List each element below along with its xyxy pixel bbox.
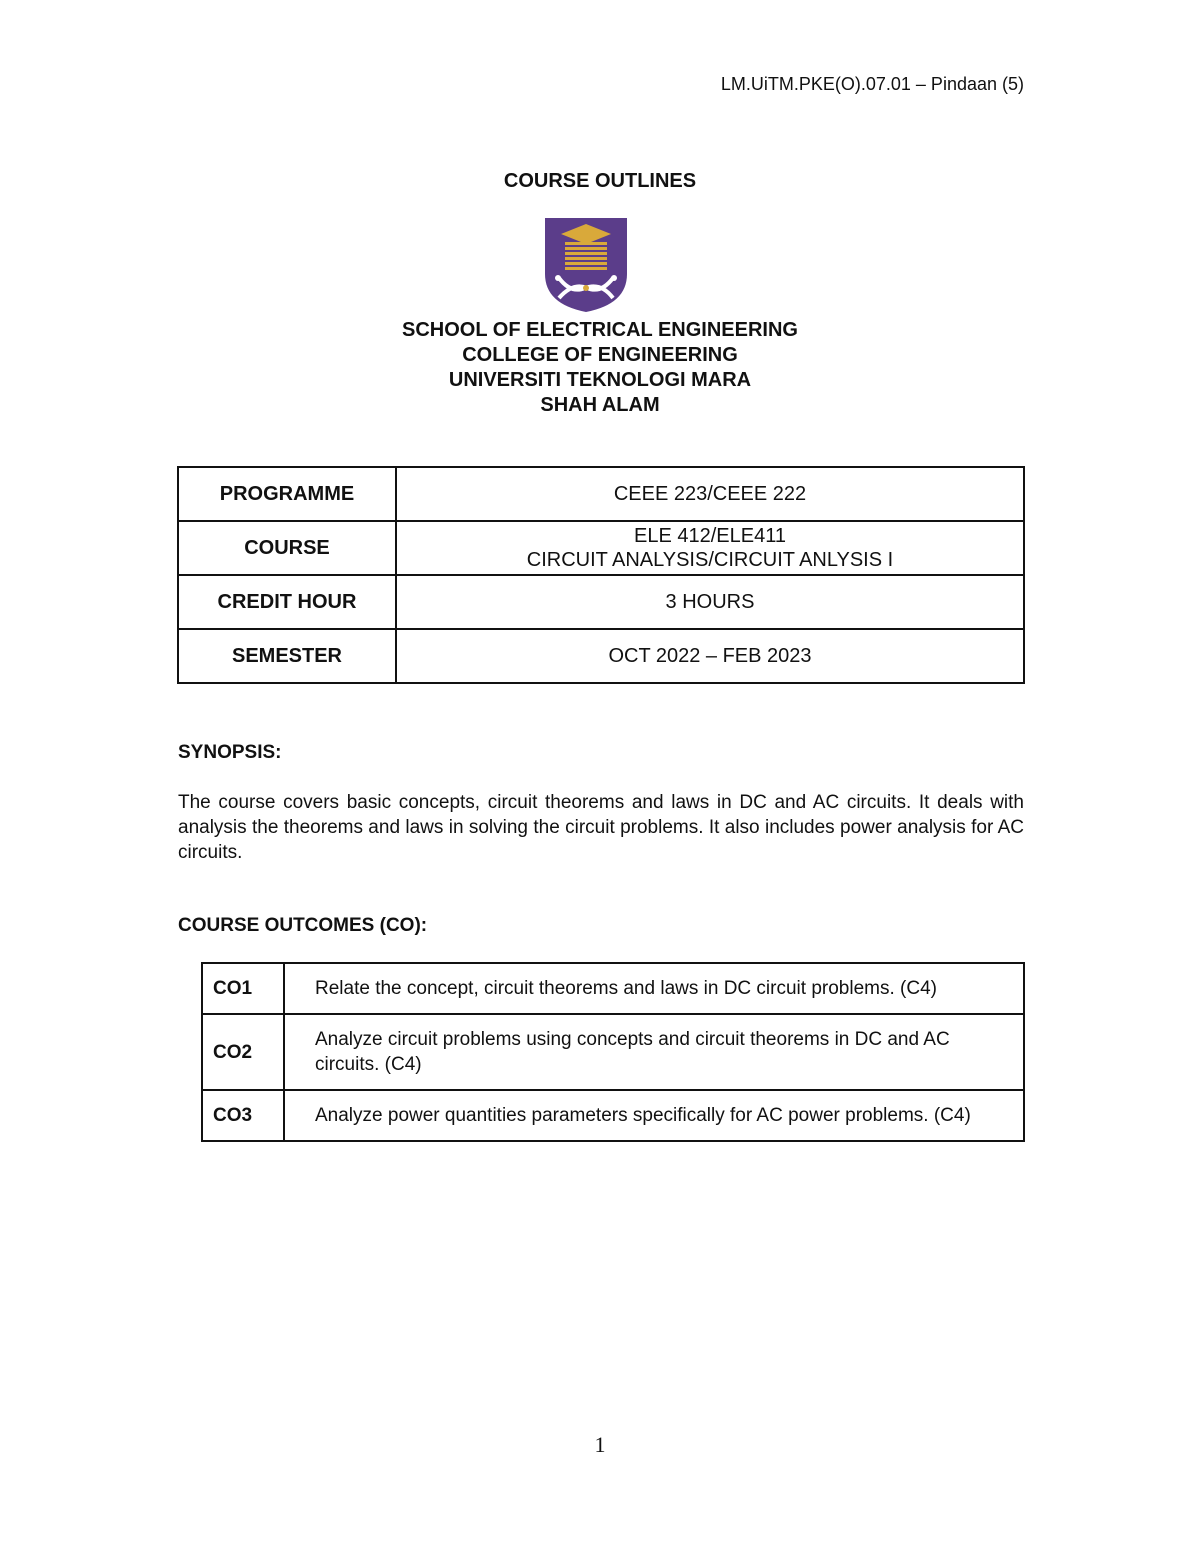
- table-row: [202, 1014, 1024, 1090]
- page-title: COURSE OUTLINES: [503, 170, 697, 192]
- page-number: 1: [594, 1432, 606, 1457]
- uitm-crest-icon: [543, 216, 629, 314]
- table-row: [202, 963, 1024, 1014]
- institution-line: UNIVERSITI TEKNOLOGI MARA: [448, 369, 752, 391]
- outcome-id: CO3: [202, 1090, 284, 1141]
- course-info-table: [177, 466, 1025, 684]
- info-key: COURSE: [178, 521, 396, 575]
- course-outcomes-table: [201, 962, 1025, 1142]
- outcomes-heading: COURSE OUTCOMES (CO):: [178, 915, 428, 936]
- outcome-text: Analyze circuit problems using concepts and circuit theorems in DC and AC circuits. (C4): [284, 1014, 1024, 1090]
- info-key: SEMESTER: [178, 629, 396, 683]
- document-code: LM.UiTM.PKE(O).07.01 – Pindaan (5): [720, 74, 1024, 94]
- outcome-text: Analyze power quantities parameters specifically for AC power problems. (C4): [284, 1090, 1024, 1141]
- info-key: PROGRAMME: [178, 467, 396, 521]
- info-value: [396, 521, 1024, 575]
- outcome-text: Relate the concept, circuit theorems and laws in DC circuit problems. (C4): [284, 963, 1024, 1014]
- info-value: OCT 2022 – FEB 2023: [396, 629, 1024, 683]
- table-row: [178, 629, 1024, 683]
- institution-line: SCHOOL OF ELECTRICAL ENGINEERING: [402, 319, 798, 341]
- institution-line: COLLEGE OF ENGINEERING: [462, 344, 738, 366]
- info-key: CREDIT HOUR: [178, 575, 396, 629]
- table-row: [178, 467, 1024, 521]
- table-row: [202, 1090, 1024, 1141]
- outcome-id: CO1: [202, 963, 284, 1014]
- synopsis-text: The course covers basic concepts, circuit theorems and laws in DC and AC circuits. It deals with analysis the theorems and laws in solving the circuit problems. It also includes power analysis for AC circuits.: [178, 792, 1024, 863]
- outcome-id: CO2: [202, 1014, 284, 1090]
- info-value: 3 HOURS: [396, 575, 1024, 629]
- institution-line: SHAH ALAM: [540, 394, 660, 416]
- table-row: [178, 575, 1024, 629]
- table-row: [178, 521, 1024, 575]
- synopsis-heading: SYNOPSIS:: [178, 742, 282, 763]
- course-name: CIRCUIT ANALYSIS/CIRCUIT ANLYSIS I: [526, 549, 894, 571]
- institution-block: [0, 318, 1200, 418]
- info-value: CEEE 223/CEEE 222: [396, 467, 1024, 521]
- course-code: ELE 412/ELE411: [634, 525, 786, 547]
